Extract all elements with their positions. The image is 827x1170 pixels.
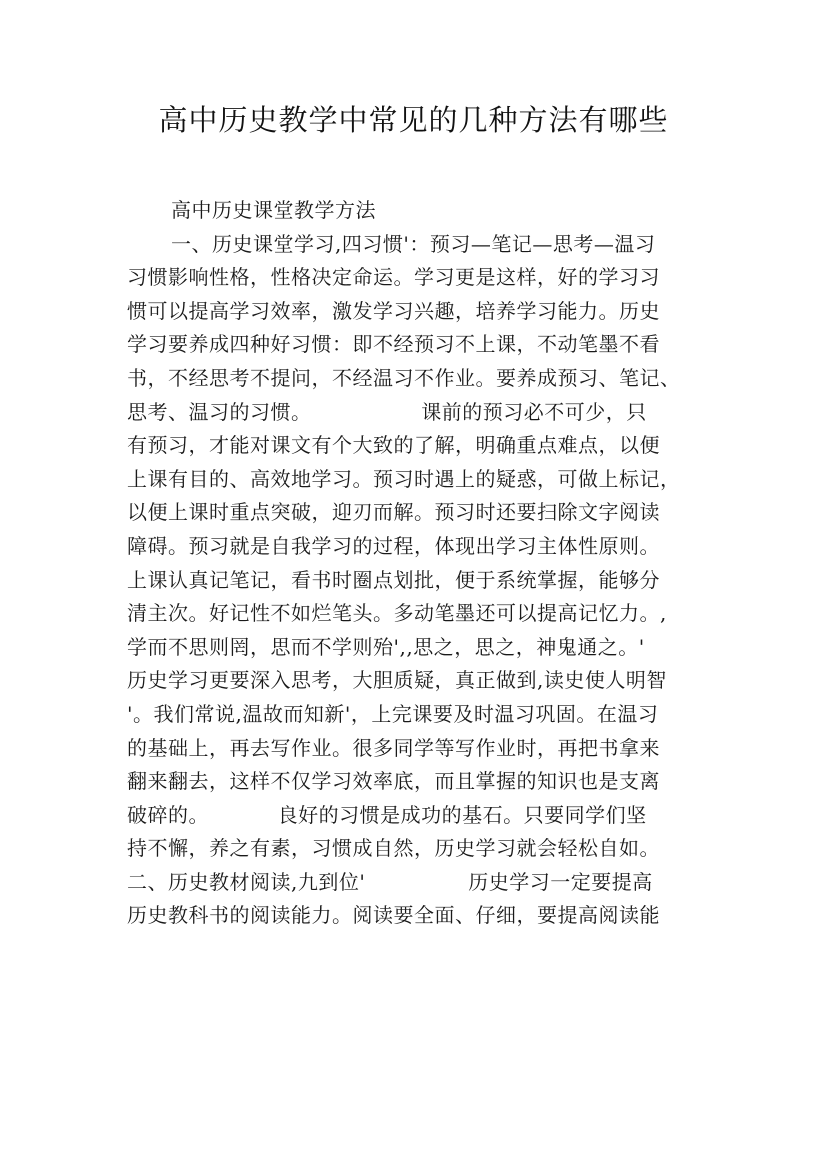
paragraph-line: 清主次。好记性不如烂笔头。多动笔墨还可以提高记忆力。, <box>127 601 667 626</box>
paragraph-line: 上课有目的、高效地学习。预习时遇上的疑惑，可做上标记， <box>127 466 681 491</box>
paragraph-line: 一、历史课堂学习,四习惯'：预习—笔记—思考—温习 <box>171 231 656 256</box>
paragraph-line: 障碍。预习就是自我学习的过程，体现出学习主体性原则。 <box>127 533 660 558</box>
paragraph-line: 持不懈，养之有素，习惯成自然，历史学习就会轻松自如。 <box>127 836 660 861</box>
paragraph-line: 思考、温习的习惯。 课前的预习必不可少，只 <box>127 399 647 424</box>
paragraph-line: 历史学习更要深入思考，大胆质疑，真正做到,读史使人明智 <box>127 668 667 693</box>
paragraph-line: 有预习，才能对课文有个大致的了解，明确重点难点，以便 <box>127 433 660 458</box>
document-title: 高中历史教学中常见的几种方法有哪些 <box>158 103 669 137</box>
paragraph-line: '。我们常说,温故而知新'，上完课要及时温习巩固。在温习 <box>127 701 659 726</box>
paragraph-line: 历史教科书的阅读能力。阅读要全面、仔细，要提高阅读能 <box>127 903 660 928</box>
document-body <box>127 194 703 933</box>
paragraph-line: 上课认真记笔记，看书时圈点划批，便于系统掌握，能够分 <box>127 567 660 592</box>
paragraph-line: 惯可以提高学习效率，激发学习兴趣，培养学习能力。历史 <box>127 298 660 323</box>
paragraph-line: 学习要养成四种好习惯：即不经预习不上课，不动笔墨不看 <box>127 332 660 357</box>
paragraph-line: 以便上课时重点突破，迎刃而解。预习时还要扫除文字阅读 <box>127 500 660 525</box>
paragraph-line: 翻来翻去，这样不仅学习效率底，而且掌握的知识也是支离 <box>127 769 660 794</box>
paragraph-line: 的基础上，再去写作业。很多同学等写作业时，再把书拿来 <box>127 735 660 760</box>
paragraph-line: 学而不思则罔，思而不学则殆',,思之，思之，神鬼通之。' <box>127 634 645 659</box>
paragraph-line: 书，不经思考不提问，不经温习不作业。要养成预习、笔记、 <box>127 365 681 390</box>
section-heading: 高中历史课堂教学方法 <box>171 198 376 222</box>
paragraph-line: 破碎的。 良好的习惯是成功的基石。只要同学们坚 <box>127 802 647 827</box>
paragraph-line: 习惯影响性格，性格决定命运。学习更是这样，好的学习习 <box>127 265 660 290</box>
paragraph-line: 二、历史教材阅读,九到位' 历史学习一定要提高 <box>127 869 653 894</box>
